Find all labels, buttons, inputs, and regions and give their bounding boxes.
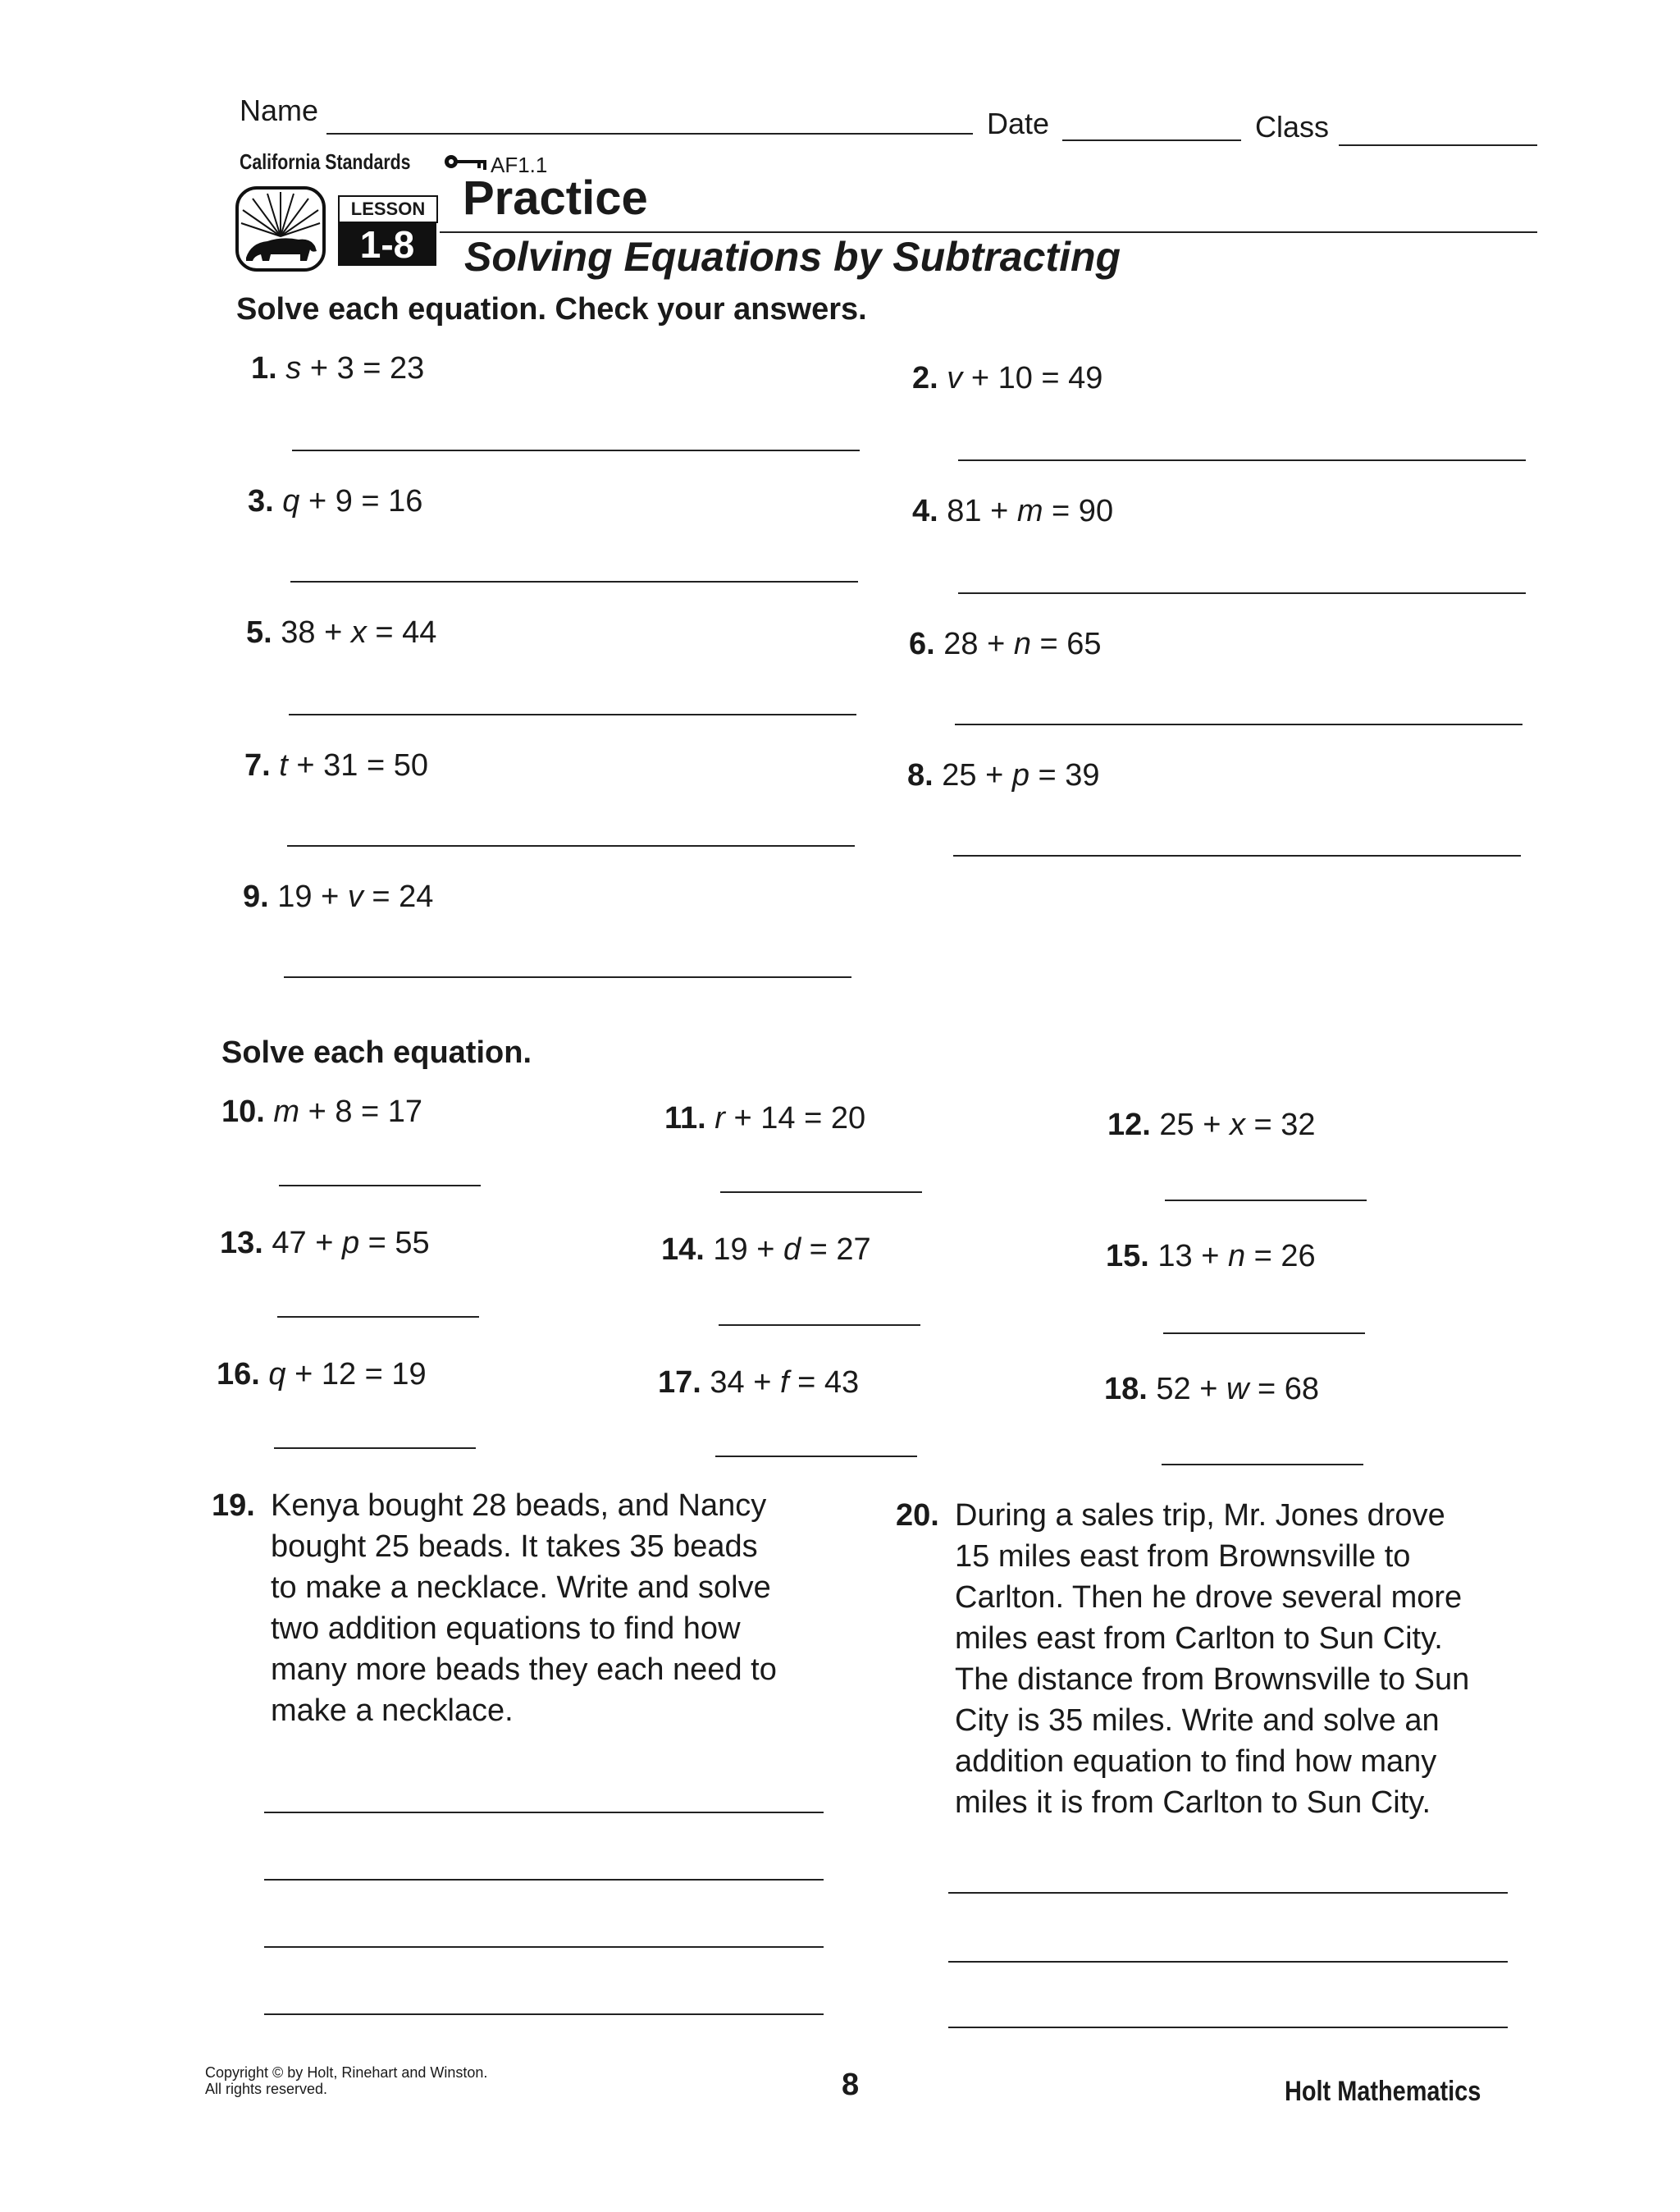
answer-line-19b[interactable] bbox=[264, 1879, 824, 1881]
problem-14: 14. 19 + d = 27 bbox=[661, 1232, 871, 1267]
name-field[interactable] bbox=[326, 133, 973, 135]
section2-instruction: Solve each equation. bbox=[221, 1035, 532, 1070]
answer-line-15[interactable] bbox=[1163, 1332, 1365, 1334]
answer-line-20b[interactable] bbox=[948, 1961, 1508, 1963]
name-label: Name bbox=[240, 94, 319, 127]
answer-line-5[interactable] bbox=[289, 714, 856, 715]
answer-line-17[interactable] bbox=[715, 1456, 917, 1457]
problem-8: 8. 25 + p = 39 bbox=[907, 758, 1100, 793]
problem-18: 18. 52 + w = 68 bbox=[1104, 1372, 1319, 1406]
section1-instruction: Solve each equation. Check your answers. bbox=[236, 292, 867, 327]
date-field[interactable] bbox=[1062, 139, 1241, 141]
problem-16: 16. q + 12 = 19 bbox=[217, 1357, 427, 1392]
publisher-name: Holt Mathematics bbox=[1285, 2076, 1481, 2107]
key-icon bbox=[443, 151, 489, 172]
answer-line-10[interactable] bbox=[279, 1185, 481, 1186]
problem-10: 10. m + 8 = 17 bbox=[221, 1095, 423, 1129]
class-field[interactable] bbox=[1339, 144, 1537, 146]
problem-17: 17. 34 + f = 43 bbox=[658, 1365, 860, 1400]
standards-code: AF1.1 bbox=[491, 153, 548, 177]
problem-6: 6. 28 + n = 65 bbox=[909, 627, 1102, 661]
answer-line-18[interactable] bbox=[1162, 1464, 1363, 1465]
problem-11: 11. r + 14 = 20 bbox=[664, 1101, 866, 1136]
answer-line-8[interactable] bbox=[953, 855, 1521, 857]
answer-line-13[interactable] bbox=[277, 1316, 479, 1318]
answer-line-19d[interactable] bbox=[264, 2013, 824, 2015]
answer-line-20a[interactable] bbox=[948, 1892, 1508, 1894]
standards-label: California Standards bbox=[240, 149, 411, 174]
answer-line-9[interactable] bbox=[284, 976, 851, 978]
problem-4: 4. 81 + m = 90 bbox=[912, 494, 1114, 528]
answer-line-11[interactable] bbox=[720, 1191, 922, 1193]
answer-line-1[interactable] bbox=[292, 450, 860, 451]
lesson-number: 1-8 bbox=[338, 223, 436, 266]
lesson-label: LESSON bbox=[338, 195, 438, 223]
answer-line-20c[interactable] bbox=[948, 2027, 1508, 2028]
copyright: Copyright © by Holt, Rinehart and Winston. All rights reserved. bbox=[205, 2064, 488, 2097]
answer-line-14[interactable] bbox=[719, 1324, 920, 1326]
word-problem-19: 19. Kenya bought 28 beads, and Nancy bought 25 beads. It takes 35 beads to make a necklace. Write and solve two addition equations to find how many more beads they each need to make a necklace. bbox=[212, 1488, 777, 1728]
answer-line-19c[interactable] bbox=[264, 1946, 824, 1948]
bear-logo-icon bbox=[235, 185, 326, 272]
answer-line-16[interactable] bbox=[274, 1447, 476, 1449]
problem-7: 7. t + 31 = 50 bbox=[244, 748, 428, 783]
problem-9: 9. 19 + v = 24 bbox=[243, 880, 434, 914]
problem-12: 12. 25 + x = 32 bbox=[1107, 1108, 1316, 1142]
word-problem-20: 20. During a sales trip, Mr. Jones drove 15 miles east from Brownsville to Carlton. Then he drove several more miles east from Carlton to Sun City. The distance from Brownsville to Sun City is 35 miles. Write and solve an addition equation to find how many miles it is from Carlton to Sun City. bbox=[896, 1498, 1470, 1820]
problem-5: 5. 38 + x = 44 bbox=[246, 615, 437, 650]
page-subtitle: Solving Equations by Subtracting bbox=[464, 234, 1121, 280]
problem-1: 1. s + 3 = 23 bbox=[251, 351, 425, 386]
page-title: Practice bbox=[463, 171, 648, 225]
answer-line-6[interactable] bbox=[955, 724, 1522, 725]
answer-line-19a[interactable] bbox=[264, 1812, 824, 1813]
problem-3: 3. q + 9 = 16 bbox=[248, 484, 423, 519]
answer-line-4[interactable] bbox=[958, 592, 1526, 594]
answer-line-12[interactable] bbox=[1165, 1200, 1367, 1201]
answer-line-2[interactable] bbox=[958, 459, 1526, 461]
answer-line-7[interactable] bbox=[287, 845, 855, 847]
problem-15: 15. 13 + n = 26 bbox=[1106, 1239, 1316, 1273]
answer-line-3[interactable] bbox=[290, 581, 858, 583]
date-label: Date bbox=[987, 107, 1050, 140]
page-number: 8 bbox=[842, 2068, 860, 2102]
problem-2: 2. v + 10 = 49 bbox=[912, 361, 1103, 395]
class-label: Class bbox=[1255, 110, 1330, 144]
problem-13: 13. 47 + p = 55 bbox=[220, 1226, 430, 1260]
